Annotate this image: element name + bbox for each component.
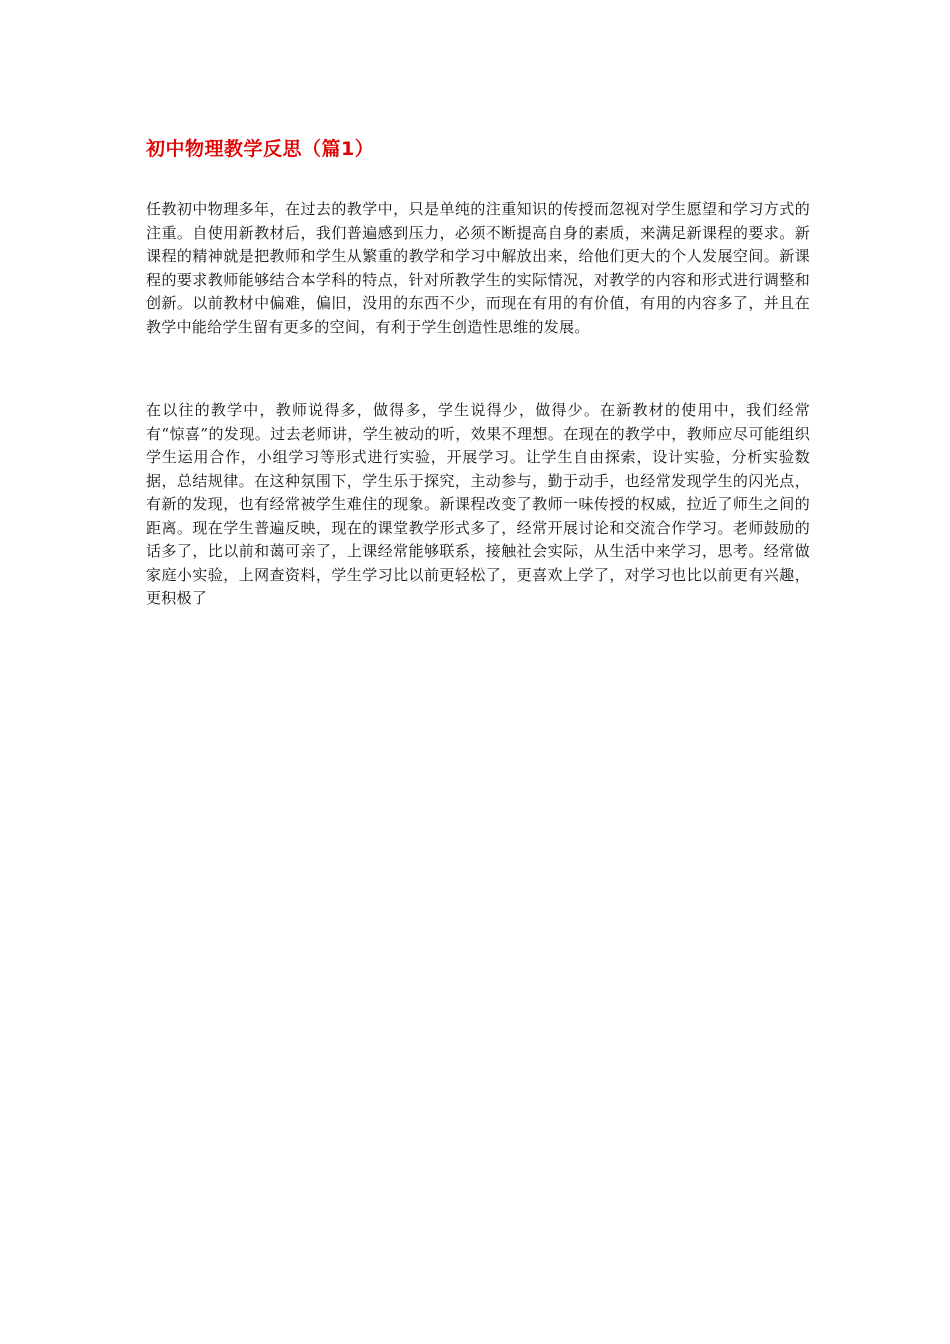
paragraph-2: 在以往的教学中，教师说得多，做得多，学生说得少，做得少。在新教材的使用中，我们经常有“惊喜”的发现。过去老师讲，学生被动的听，效果不理想。在现在的教学中，教师应尽可能组织学生运用合作，小组学习等形式进行实验，开展学习。让学生自由探索，设计实验，分析实验数据，总结规律。在这种氛围下，学生乐于探究，主动参与，勤于动手，也经常发现学生的闪光点，有新的发现，也有经常被学生难住的现象。新课程改变了教师一味传授的权威，拉近了师生之间的距离。现在学生普遍反映，现在的课堂教学形式多了，经常开展讨论和交流合作学习。老师鼓励的话多了，比以前和蔼可亲了，上课经常能够联系，接触社会实际，从生活中来学习，思考。经常做家庭小实验，上网查资料，学生学习比以前更轻松了，更喜欢上学了，对学习也比以前更有兴趣，更积极了 xyxy=(146,401,810,607)
paragraph-1: 任教初中物理多年，在过去的教学中，只是单纯的注重知识的传授而忽视对学生愿望和学习方式的注重。自使用新教材后，我们普遍感到压力，必须不断提高自身的素质，来满足新课程的要求。新课程的精神就是把教师和学生从繁重的教学和学习中解放出来，给他们更大的个人发展空间。新课程的要求教师能够结合本学科的特点，针对所教学生的实际情况，对教学的内容和形式进行调整和创新。以前教材中偏难，偏旧，没用的东西不少，而现在有用的有价值，有用的内容多了，并且在教学中能给学生留有更多的空间，有利于学生创造性思维的发展。 xyxy=(146,200,810,336)
document-title: 初中物理教学反思（篇1） xyxy=(146,138,375,160)
